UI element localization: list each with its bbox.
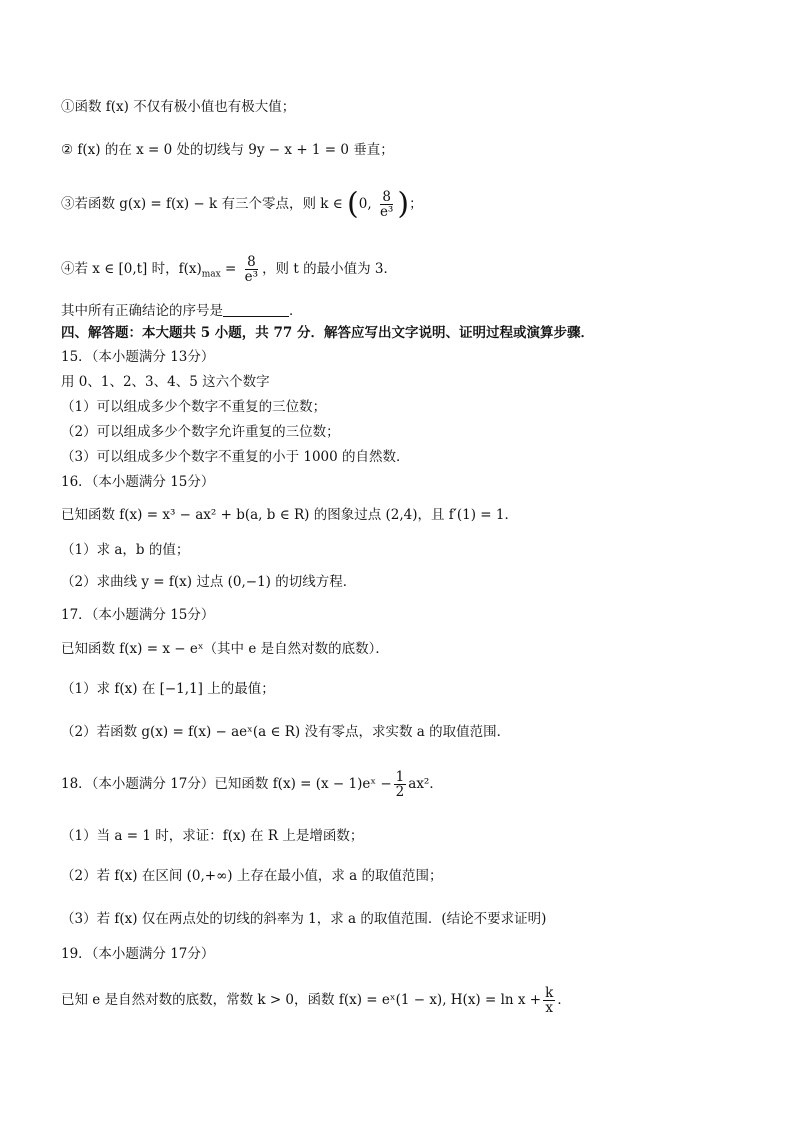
- item-3-text: ③若函数 g(x) = f(x) − k 有三个零点，则 k ∈: [61, 196, 343, 212]
- q19-heading: 19．（本小题满分 17分）: [61, 946, 215, 962]
- q17-part-1: （1）求 f(x) 在 [−1,1] 上的最值；: [61, 681, 275, 697]
- q19-fraction: $\frac{k}{x}$: [545, 985, 554, 1016]
- q18-fraction: $\frac{1}{2}$: [395, 769, 405, 800]
- q15-part-1: （1）可以组成多少个数字不重复的三位数；: [61, 399, 327, 415]
- q16-heading: 16．（本小题满分 15分）: [61, 474, 215, 490]
- q17-heading: 17．（本小题满分 15分）: [61, 607, 215, 623]
- item-4: ④若 x ∈ [0,t] 时，$f(x)_{max}$ = $\frac{8}{\text{e³}}$ ，则 t 的最小值为 3．: [61, 254, 397, 285]
- item-1: ①函数 f(x) 不仅有极小值也有极大值；: [61, 99, 296, 115]
- section-heading: 四、解答题：本大题共 5 小题，共 77 分．解答应写出文字说明、证明过程或演算步骤．: [61, 325, 594, 341]
- q15-stem: 用 0、1、2、3、4、5 这六个数字: [61, 374, 270, 390]
- q18-part-3: （3）若 f(x) 仅在两点处的切线的斜率为 1，求 a 的取值范围．(结论不要求证明): [61, 911, 547, 927]
- q18-part-2: （2）若 f(x) 在区间 (0,+∞) 上存在最小值，求 a 的取值范围；: [61, 868, 443, 884]
- q18-part-1: （1）当 a = 1 时，求证：f(x) 在 R 上是增函数；: [61, 828, 364, 844]
- item-2: ② f(x) 的在 x = 0 处的切线与 9y − x + 1 = 0 垂直；: [61, 142, 394, 158]
- q16-part-2: （2）求曲线 y = f(x) 过点 (0,−1) 的切线方程．: [61, 574, 357, 590]
- item-3-fraction: $\frac{8}{\text{e³}}$: [379, 189, 394, 220]
- q18-heading: 18．（本小题满分 17分）已知函数 f(x) = (x − 1)eˣ − $\frac{1}{2}$ ax²．: [61, 769, 443, 800]
- q17-part-2: （2）若函数 g(x) = f(x) − aeˣ(a ∈ R) 没有零点，求实数 a 的取值范围．: [61, 724, 511, 740]
- q15-part-3: （3）可以组成多少个数字不重复的小于 1000 的自然数．: [61, 449, 410, 465]
- q19-stem: 已知 e 是自然对数的底数，常数 k > 0，函数 f(x) = eˣ(1 − x), H(x) = ln x + $\frac{k}{x}$ ．: [61, 985, 571, 1016]
- q16-stem: 已知函数 f(x) = x³ − ax² + b(a, b ∈ R) 的图象过点 (2,4)，且 f′(1) = 1．: [61, 507, 518, 523]
- q15-part-2: （2）可以组成多少个数字允许重复的三位数；: [61, 424, 340, 440]
- q17-stem: 已知函数 f(x) = x − eˣ（其中 e 是自然对数的底数）．: [61, 641, 389, 657]
- item-3: ③若函数 g(x) = f(x) − k 有三个零点，则 k ∈ (0, $\frac{8}{\text{e³}}$ )；: [61, 186, 423, 222]
- q15-heading: 15．（本小题满分 13分）: [61, 349, 215, 365]
- answer-blank-line: 其中所有正确结论的序号是 ．: [61, 303, 303, 319]
- q16-part-1: （1）求 a，b 的值；: [61, 542, 190, 558]
- answer-blank[interactable]: [223, 303, 289, 317]
- item-4-fraction: $\frac{8}{\text{e³}}$: [244, 254, 259, 285]
